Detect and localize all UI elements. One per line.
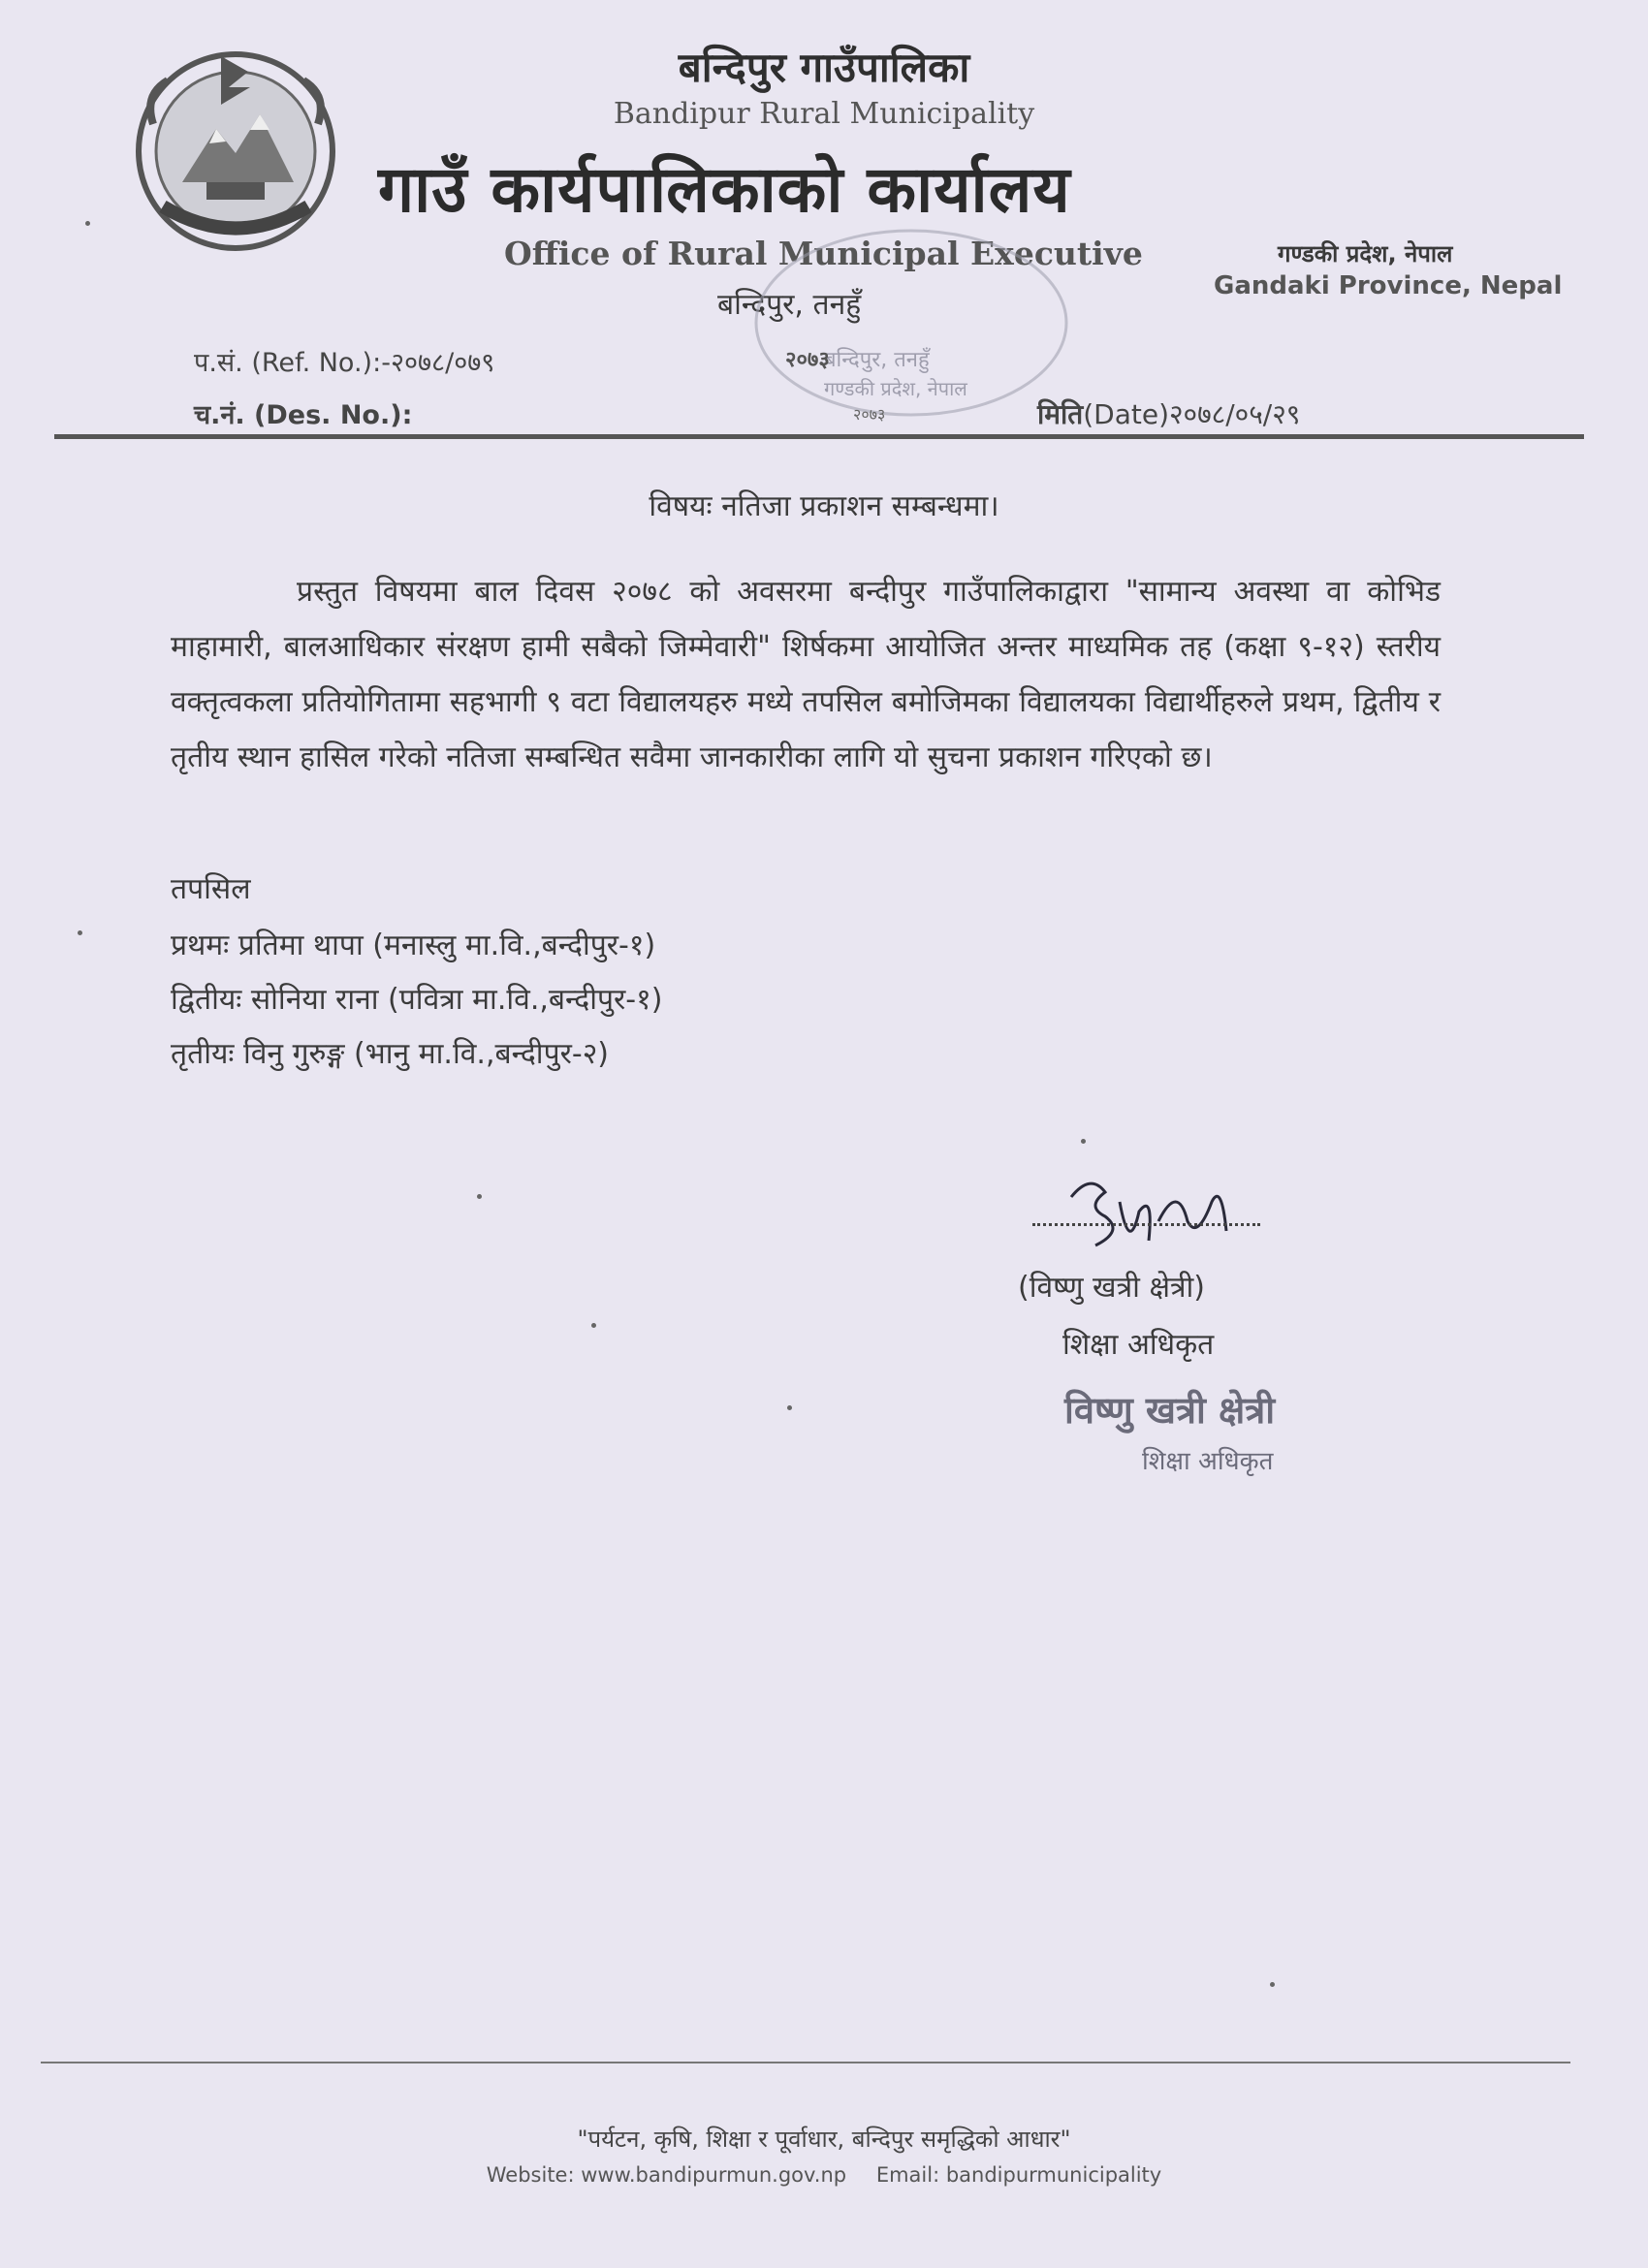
dispatch-number: च.नं. (Des. No.): [194,400,413,430]
office-name-nepali: गाउँ कार्यपालिकाको कार्यालय [378,152,1071,227]
municipality-name-nepali: बन्दिपुर गाउँपालिका [678,44,970,91]
seal-line-1: बन्दिपुर, तनहुँ [824,348,930,372]
province-nepali: गण्डकी प्रदेश, नेपाल [1278,240,1453,268]
scan-speck [85,221,90,226]
details-heading: तपसिल [171,872,251,906]
scan-speck [591,1323,596,1328]
scan-speck [477,1194,482,1199]
ref-value: २०७८/०७९ [390,348,495,378]
province-english: Gandaki Province, Nepal [1214,271,1563,300]
scan-speck [1081,1139,1086,1144]
office-address: बन्दिपुर, तनहुँ [717,288,862,322]
letter-date [1037,395,1300,432]
footer-contact [0,2163,1648,2187]
footer-divider [41,2062,1570,2063]
date-label: मिति [1037,398,1084,430]
reference-number [194,343,494,379]
results-list [171,919,662,1082]
municipality-name-english: Bandipur Rural Municipality [613,97,1035,131]
office-seal-stamp [746,221,1076,425]
footer-motto: "पर्यटन, कृषि, शिक्षा र पूर्वाधार, बन्दिपुर समृद्धिको आधार" [577,2126,1071,2153]
stamp-title: शिक्षा अधिकृत [1142,1447,1274,1476]
handwritten-signature [1052,1163,1284,1270]
date-label-en: (Date) [1083,398,1169,430]
signatory-title: शिक्षा अधिकृत [1062,1328,1215,1362]
footer-website: Website: www.bandipurmun.gov.np [486,2163,847,2187]
seal-line-3: २०७३ [853,405,886,424]
stamp-name: विष्णु खत्री क्षेत्री [1064,1389,1276,1432]
ref-label: प.सं. (Ref. No.):- [194,348,391,378]
letter-subject: विषयः नतिजा प्रकाशन सम्बन्धमा। [649,489,999,523]
footer-email: Email: bandipurmunicipality [875,2163,1162,2187]
header-divider [54,434,1584,439]
scan-speck [787,1405,792,1410]
body-paragraph: प्रस्तुत विषयमा बाल दिवस २०७८ को अवसरमा बन्दीपुर गाउँपालिकाद्वारा "सामान्य अवस्था वा कोभिड माहामारी, बालआधिकार संरक्षण हामी सबैको जिम्मेवारी" शिर्षकमा आयोजित अन्तर माध्यमिक तह (कक्षा ९-१२) स्तरीय वक्तृत्वकला प्रतियोगितामा सहभागी ९ वटा विद्यालयहरु मध्ये तपसिल बमोजिमका विद्यालयका विद्यार्थीहरुले प्रथम, द्वितीय र तृतीय स्थान हासिल गरेको नतिजा सम्बन्धित सवैमा जानकारीका लागि यो सुचना प्रकाशन गरिएको छ। [171,575,1441,774]
result-third: तृतीयः विनु गुरुङ्ग (भानु मा.वि.,बन्दीपुर-२) [171,1037,610,1071]
scan-speck [1270,1982,1275,1987]
result-second: द्वितीयः सोनिया राना (पवित्रा मा.वि.,बन्दीपुर-१) [171,983,663,1017]
seal-line-2: गण्डकी प्रदेश, नेपाल [824,377,967,400]
office-name-english: Office of Rural Municipal Executive [504,235,1143,272]
date-value: २०७८/०५/२९ [1169,398,1301,430]
result-first: प्रथमः प्रतिमा थापा (मनास्लु मा.वि.,बन्दीपुर-१) [171,929,656,962]
signature-line [1032,1223,1260,1226]
scan-speck [78,930,82,935]
signatory-name: (विष्णु खत्री क्षेत्री) [1018,1271,1205,1305]
seal-year: २०७३ [785,348,830,372]
